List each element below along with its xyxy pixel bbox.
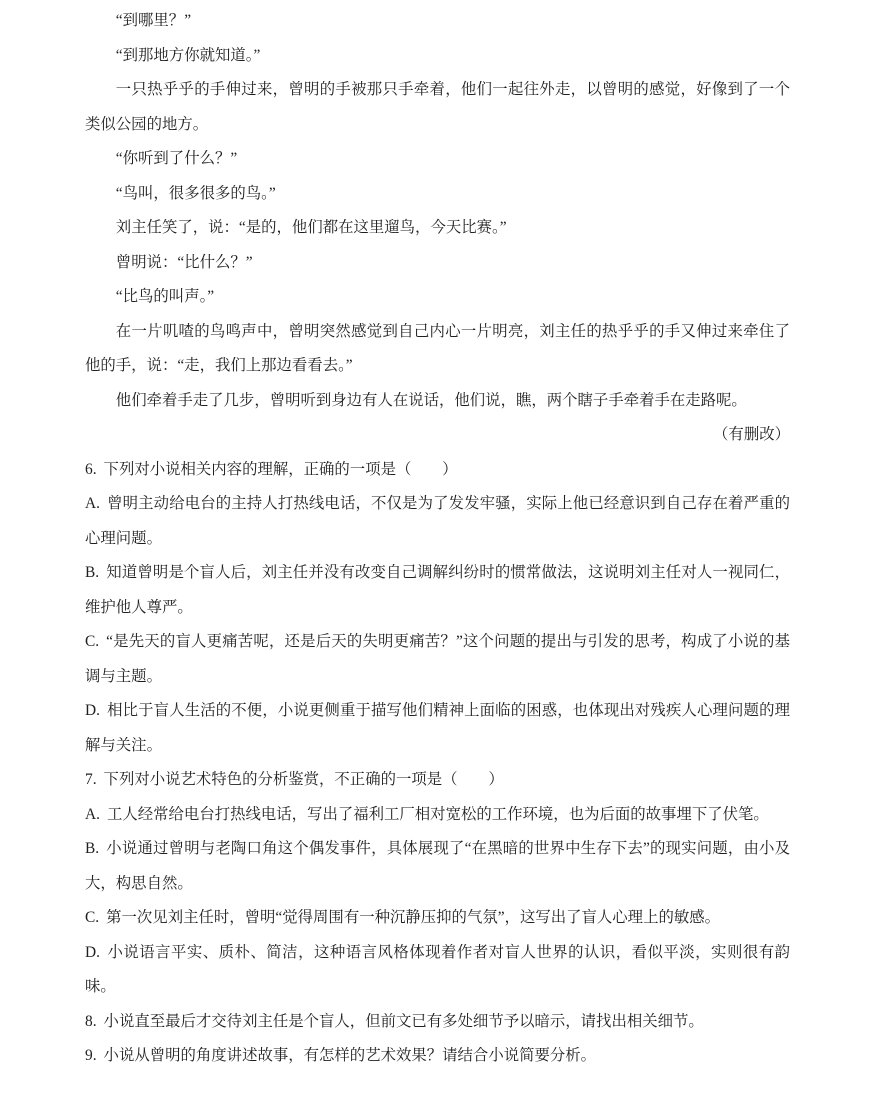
story-paragraph: 在一片叽喳的鸟鸣声中，曾明突然感觉到自己内心一片明亮，刘主任的热乎乎的手又伸过来牵住了他的手，说：“走，我们上那边看看去。” xyxy=(85,322,790,374)
question-7-stem xyxy=(85,763,790,798)
option-text: 小说语言平实、质朴、简洁，这种语言风格体现着作者对盲人世界的认识，看似平淡，实则很有韵味。 xyxy=(85,943,790,995)
story-paragraph: “比鸟的叫声。” xyxy=(115,288,215,305)
question-6-option-b xyxy=(85,556,790,625)
option-label: B. xyxy=(85,840,100,857)
question-7-option-c xyxy=(85,901,790,936)
option-text: 第一次见刘主任时，曾明“觉得周围有一种沉静压抑的气氛”，这写出了盲人心理上的敏感。 xyxy=(106,909,721,926)
story-paragraph: “你听到了什么？” xyxy=(115,150,238,167)
question-number: 6. xyxy=(85,460,97,478)
question-9-stem xyxy=(85,1039,790,1074)
story-paragraph: 曾明说：“比什么？” xyxy=(115,253,253,271)
option-text: 曾明主动给电台的主持人打热线电话，不仅是为了发发牢骚，实际上他已经意识到自己存在着严重的心理问题。 xyxy=(85,495,790,547)
question-number: 7. xyxy=(85,771,97,788)
question-8-stem xyxy=(85,1005,790,1040)
question-7-option-d xyxy=(85,936,790,1005)
story-paragraph: “鸟叫，很多很多的鸟。” xyxy=(115,184,276,202)
option-text: 知道曾明是个盲人后，刘主任并没有改变自己调解纠纷时的惯常做法，这说明刘主任对人一视同仁，维护他人尊严。 xyxy=(85,564,790,616)
story-excerpt xyxy=(85,4,790,453)
question-text: 小说从曾明的角度讲述故事，有怎样的艺术效果？请结合小说简要分析。 xyxy=(103,1047,597,1064)
option-label: A. xyxy=(85,495,100,512)
story-paragraph: “到哪里？” xyxy=(115,12,192,29)
question-text: 小说直至最后才交待刘主任是个盲人，但前文已有多处细节予以暗示，请找出相关细节。 xyxy=(103,1012,704,1030)
option-label: C. xyxy=(85,633,100,650)
option-text: 小说通过曾明与老陶口角这个偶发事件，具体展现了“在黑暗的世界中生存下去”的现实问题，由小及大，构思自然。 xyxy=(85,840,790,892)
story-paragraph: 刘主任笑了，说：“是的，他们都在这里遛鸟，今天比赛。” xyxy=(115,219,507,236)
question-text: 下列对小说相关内容的理解，正确的一项是（ ） xyxy=(103,460,458,478)
story-paragraph: 他们牵着手走了几步，曾明听到身边有人在说话，他们说，瞧，两个瞎子手牵着手在走路呢。 xyxy=(115,391,747,409)
option-label: A. xyxy=(85,805,100,823)
question-7-option-b xyxy=(85,832,790,901)
story-paragraph: 一只热乎乎的手伸过来，曾明的手被那只手牵着，他们一起往外走，以曾明的感觉，好像到了一个类似公园的地方。 xyxy=(85,81,790,133)
option-label: B. xyxy=(85,564,100,581)
option-label: D. xyxy=(85,943,100,961)
story-paragraph: “到那地方你就知道。” xyxy=(115,46,261,64)
question-6-stem xyxy=(85,453,790,488)
question-7-option-a xyxy=(85,798,790,833)
question-6-option-d xyxy=(85,694,790,763)
question-number: 8. xyxy=(85,1012,97,1030)
question-list xyxy=(85,453,790,1074)
option-label: D. xyxy=(85,702,100,719)
option-text: 相比于盲人生活的不便，小说更侧重于描写他们精神上面临的困惑，也体现出对残疾人心理问题的理解与关注。 xyxy=(85,702,790,754)
option-text: 工人经常给电台打热线电话，写出了福利工厂相对宽松的工作环境，也为后面的故事埋下了伏笔。 xyxy=(106,805,769,823)
question-number: 9. xyxy=(85,1047,97,1064)
option-label: C. xyxy=(85,909,100,926)
attribution-note: （有删改） xyxy=(713,426,790,443)
option-text: “是先天的盲人更痛苦呢，还是后天的失明更痛苦？”这个问题的提出与引发的思考，构成了小说的基调与主题。 xyxy=(85,633,790,685)
question-6-option-a xyxy=(85,487,790,556)
question-text: 下列对小说艺术特色的分析鉴赏，不正确的一项是（ ） xyxy=(103,771,504,788)
question-6-option-c xyxy=(85,625,790,694)
